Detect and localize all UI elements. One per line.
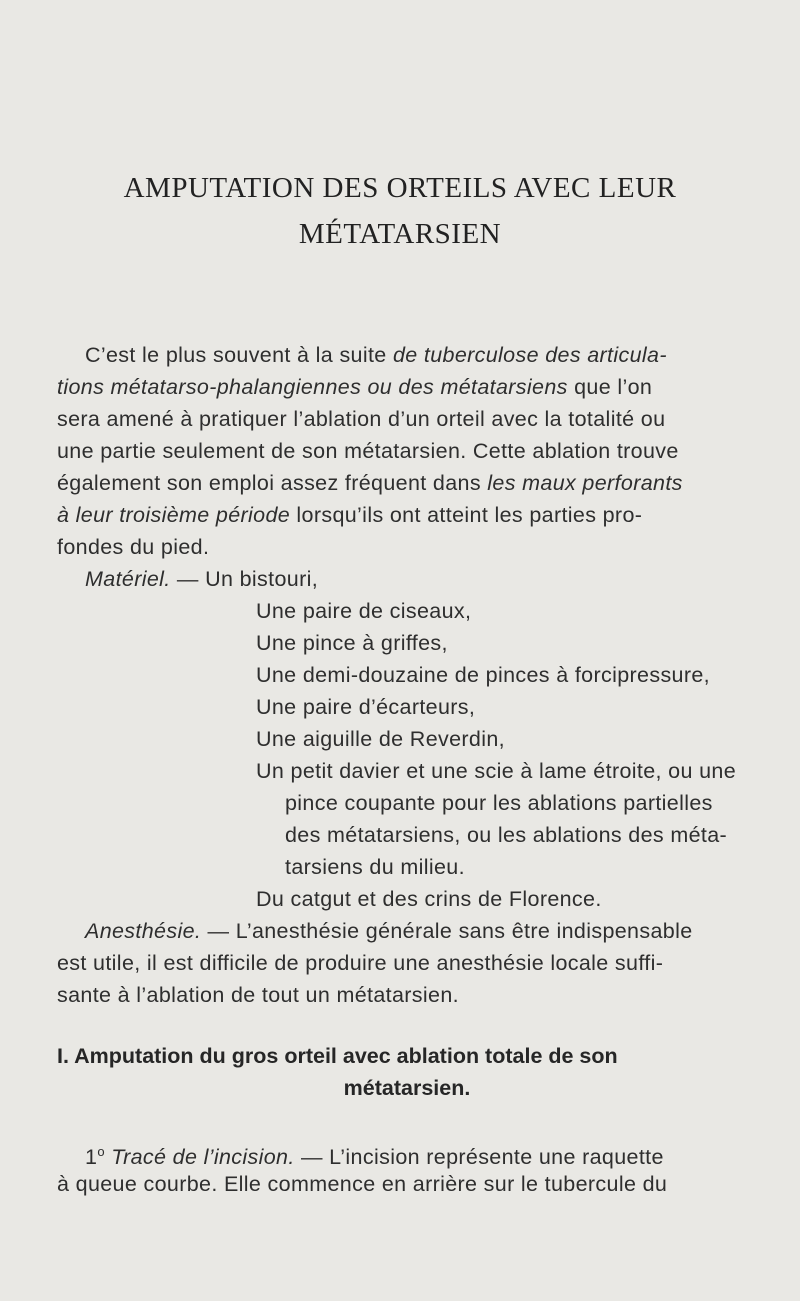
section-heading-line-1: I. Amputation du gros orteil avec ablation totale de son — [57, 1044, 618, 1068]
materiel-item-continued: des métatarsiens, ou les ablations des méta- — [285, 823, 728, 847]
materiel-item: Une paire de ciseaux, — [256, 599, 472, 623]
intro-line-4: une partie seulement de son métatarsien. Cette ablation trouve — [57, 439, 679, 463]
anesthesie-line-1: Anesthésie. — L’anesthésie générale sans être indispensable — [85, 919, 693, 943]
chapter-title-line-1: AMPUTATION DES ORTEILS AVEC LEUR — [123, 172, 677, 204]
intro-line-6: à leur troisième période lorsqu’ils ont atteint les parties pro- — [57, 503, 643, 527]
trace-line-2: à queue courbe. Elle commence en arrière sur le tubercule du — [57, 1172, 668, 1196]
anesthesie-line-2: est utile, il est difficile de produire une anesthésie locale suffi- — [57, 951, 664, 975]
materiel-item-continued: tarsiens du milieu. — [285, 855, 465, 879]
materiel-item: Un petit davier et une scie à lame étroite, ou une — [256, 759, 737, 783]
anesthesie-line-3: sante à l’ablation de tout un métatarsien. — [57, 983, 459, 1007]
materiel-item: Une pince à griffes, — [256, 631, 448, 655]
materiel-item: Une paire d’écarteurs, — [256, 695, 476, 719]
section-heading-line-2: métatarsien. — [343, 1076, 471, 1100]
materiel-item: Une demi-douzaine de pinces à forcipressure, — [256, 663, 710, 687]
intro-line-1: C’est le plus souvent à la suite de tuberculose des articula- — [85, 343, 667, 367]
intro-line-5: également son emploi assez fréquent dans les maux perforants — [57, 471, 683, 495]
intro-line-2: tions métatarso-phalangiennes ou des métatarsiens que l’on — [57, 375, 653, 399]
materiel-item: Une aiguille de Reverdin, — [256, 727, 505, 751]
chapter-title-line-2: MÉTATARSIEN — [298, 218, 502, 250]
materiel-item-continued: pince coupante pour les ablations partielles — [285, 791, 713, 815]
intro-line-3: sera amené à pratiquer l’ablation d’un orteil avec la totalité ou — [57, 407, 666, 431]
materiel-heading: Matériel. — Un bistouri, — [85, 567, 319, 591]
trace-line-1: 1$^o$ Tracé de l’incision. — L’incision représente une raquette — [85, 1144, 664, 1170]
intro-line-7: fondes du pied. — [57, 535, 210, 559]
materiel-item: Du catgut et des crins de Florence. — [256, 887, 602, 911]
